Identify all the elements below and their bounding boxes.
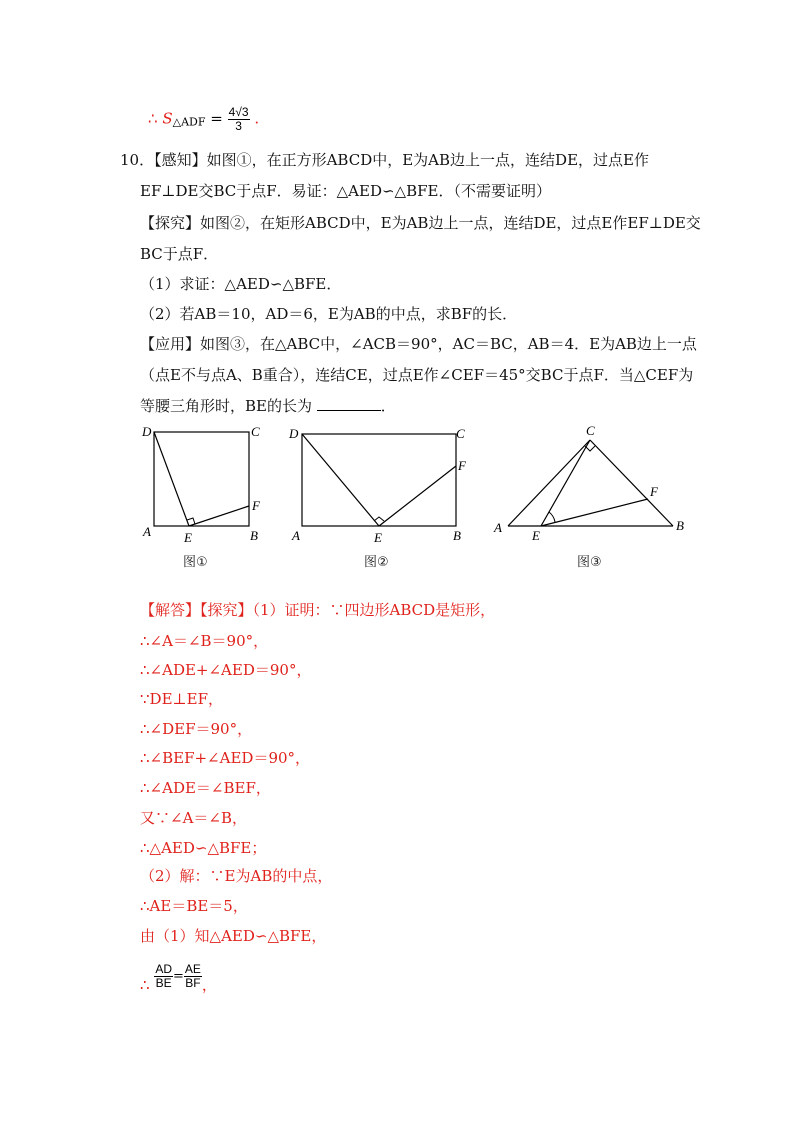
- therefore-symbol: ∴: [148, 109, 158, 128]
- problem-line-7: 【应用】如图③，在△ABC中，∠ACB＝90°，AC＝BC，AB＝4．E为AB边上一点: [140, 335, 697, 353]
- ratio-end: ，: [201, 976, 217, 994]
- therefore-symbol-2: ∴: [140, 976, 150, 994]
- fig2-label-B: B: [453, 528, 461, 543]
- problem-line-1: [120, 150, 649, 170]
- ratio-fraction-1: [154, 963, 173, 990]
- solution-line-9: ∴△AED∽△BFE；: [140, 839, 267, 857]
- fig1-label-F: F: [252, 498, 260, 513]
- problem-text-9-end: ．: [380, 397, 396, 415]
- problem-line-8: （点E不与点A、B重合），连结CE，过点E作∠CEF＝45°交BC于点F．当△CEF为: [140, 366, 694, 384]
- fig1-label-C: C: [251, 424, 260, 439]
- problem-line-4: BC于点F．: [140, 245, 219, 263]
- fig3-label-B: B: [676, 518, 684, 533]
- ratio-equals: =: [173, 969, 184, 984]
- solution-line-13: [140, 955, 217, 1005]
- solution-line-10: （2）解：∵E为AB的中点，: [140, 867, 333, 885]
- fig1-label-E: E: [184, 530, 192, 545]
- solution-line-5: ∴∠DEF＝90°，: [140, 720, 253, 738]
- ratio-1-denominator: BE: [155, 975, 172, 990]
- top-answer: [148, 106, 259, 133]
- ratio-fraction-2: [184, 963, 202, 990]
- fig2-label-A: A: [292, 528, 300, 543]
- problem-number: 10．: [120, 151, 155, 169]
- fig1-label-D: D: [142, 424, 152, 439]
- fig3-label-A: A: [494, 520, 502, 535]
- ratio-2-denominator: BF: [185, 975, 201, 990]
- fraction-numerator: 4√3: [228, 105, 249, 119]
- fig3-label-C: C: [586, 423, 595, 438]
- solution-line-4: ∵DE⊥EF，: [140, 690, 223, 708]
- figure-2-drawing: [286, 420, 486, 550]
- ratio-2-numerator: AE: [184, 961, 201, 976]
- period: .: [254, 109, 260, 128]
- ratio-1-numerator: AD: [155, 961, 172, 976]
- area-subscript: △ADF: [172, 115, 206, 129]
- area-symbol: S: [162, 109, 173, 128]
- problem-line-6: （2）若AB＝10，AD＝6，E为AB的中点，求BF的长．: [140, 305, 518, 323]
- problem-line-5: （1）求证：△AED∽△BFE．: [140, 275, 342, 293]
- fig2-label-F: F: [458, 458, 466, 473]
- solution-line-2: ∴∠A＝∠B＝90°，: [140, 632, 269, 650]
- problem-text-9: 等腰三角形时，BE的长为: [140, 397, 312, 415]
- fig2-label-E: E: [374, 530, 382, 545]
- solution-line-8: 又∵∠A＝∠B，: [140, 809, 247, 827]
- fig3-label-E: E: [532, 528, 540, 543]
- solution-line-3: ∴∠ADE+∠AED＝90°，: [140, 661, 312, 679]
- fig1-label-A: A: [143, 524, 151, 539]
- solution-line-12: 由（1）知△AED∽△BFE，: [140, 927, 327, 945]
- answer-blank: [317, 396, 381, 411]
- equals-sign: =: [210, 109, 223, 128]
- figure-1-drawing: [140, 420, 270, 550]
- fraction-denominator: 3: [235, 119, 242, 133]
- problem-line-3: 【探究】如图②，在矩形ABCD中，E为AB边上一点，连结DE，过点E作EF⊥DE交: [140, 214, 701, 232]
- figure-1: [140, 420, 270, 554]
- figure-3-caption: 图③: [577, 555, 602, 570]
- fig3-label-F: F: [650, 484, 658, 499]
- figure-2-caption: 图②: [364, 555, 389, 570]
- figure-1-caption: 图①: [183, 555, 208, 570]
- figure-2: [286, 420, 486, 554]
- solution-line-1: 【解答】【探究】（1）证明：∵四边形ABCD是矩形，: [140, 601, 496, 619]
- figure-3-drawing: [490, 420, 690, 550]
- fig2-label-C: C: [456, 426, 465, 441]
- area-fraction: [228, 106, 250, 133]
- solution-line-7: ∴∠ADE＝∠BEF，: [140, 779, 271, 797]
- problem-text-1: 【感知】如图①，在正方形ABCD中，E为AB边上一点，连结DE，过点E作: [154, 151, 649, 169]
- fig2-label-D: D: [289, 426, 299, 441]
- fig1-label-B: B: [250, 528, 258, 543]
- solution-line-11: ∴AE＝BE＝5，: [140, 897, 248, 915]
- solution-line-6: ∴∠BEF+∠AED＝90°，: [140, 749, 311, 767]
- figure-3: [490, 420, 690, 554]
- problem-line-9: [140, 396, 396, 416]
- problem-line-2: EF⊥DE交BC于点F．易证：△AED∽△BFE．（不需要证明）: [140, 182, 551, 200]
